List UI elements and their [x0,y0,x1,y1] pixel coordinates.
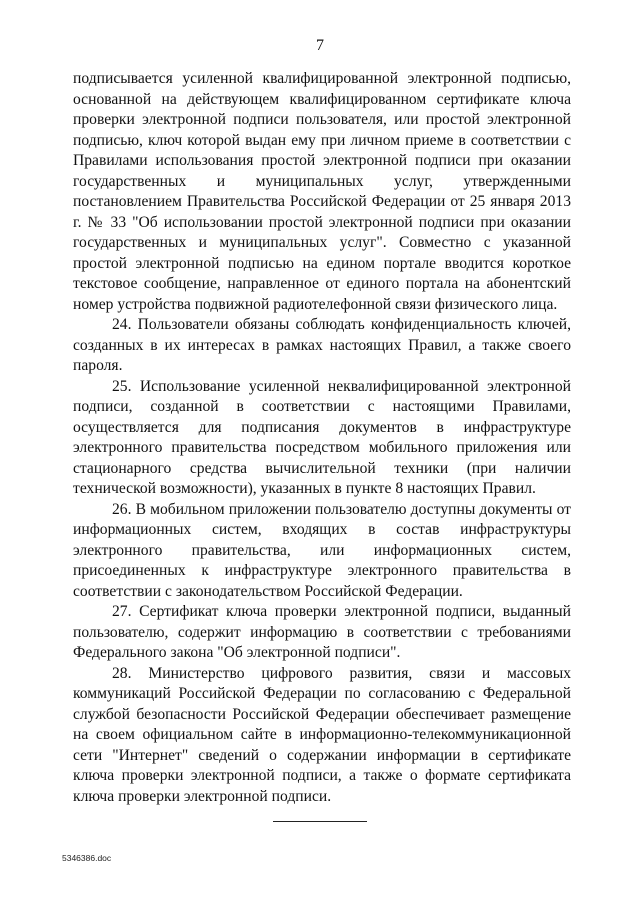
end-separator-line [273,821,367,822]
paragraph-continuation: подписывается усиленной квалифицированной электронной подписью, основанной на действующем квалифицированном сертификате ключа проверки электронной подписи пользователя, или простой электронной подписью, ключ которой выдан ему при личном приеме в соответствии с Правилами использования простой электронной подписи при оказании государственных и муниципальных услуг, утвержденными постановлением Правительства Российской Федерации от 25 января 2013 г. № 33 "Об использовании простой электронной подписи при оказании государственных и муниципальных услуг". Совместно с указанной простой электронной подписью на едином портале вводится короткое текстовое сообщение, направленное от единого портала на абонентский номер устройства подвижной радиотелефонной связи физического лица. [73,70,571,313]
file-reference: 5346386.doc [62,853,112,863]
paragraph-item-25: 25. Использование усиленной неквалифицированной электронной подписи, созданной в соответствии с настоящими Правилами, осуществляется для подписания документов в инфраструктуре электронного правительства посредством мобильного приложения или стационарного средства вычислительной техники (при наличии технической возможности), указанных в пункте 8 настоящих Правил. [73,377,571,497]
paragraph-item-26: 26. В мобильном приложении пользователю доступны документы от информационных систем, входящих в состав инфраструктуры электронного правительства, или информационных систем, присоединенных к инфраструктуре электронного правительства в соответствии с законодательством Российской Федерации. [73,500,571,600]
paragraph-item-24: 24. Пользователи обязаны соблюдать конфиденциальность ключей, созданных в их интересах в рамках настоящих Правил, а также своего пароля. [73,316,571,374]
paragraph-item-27: 27. Сертификат ключа проверки электронной подписи, выданный пользователю, содержит информацию в соответствии с требованиями Федерального закона "Об электронной подписи". [73,603,571,661]
page-number: 7 [316,37,324,54]
document-body [73,69,571,807]
paragraph-item-28: 28. Министерство цифрового развития, связи и массовых коммуникаций Российской Федерации по согласованию с Федеральной службой безопасности Российской Федерации обеспечивает размещение на своем официальном сайте в информационно-телекоммуникационной сети "Интернет" сведений о содержании информации в сертификате ключа проверки электронной подписи, а также о формате сертификата ключа проверки электронной подписи. [73,664,571,805]
